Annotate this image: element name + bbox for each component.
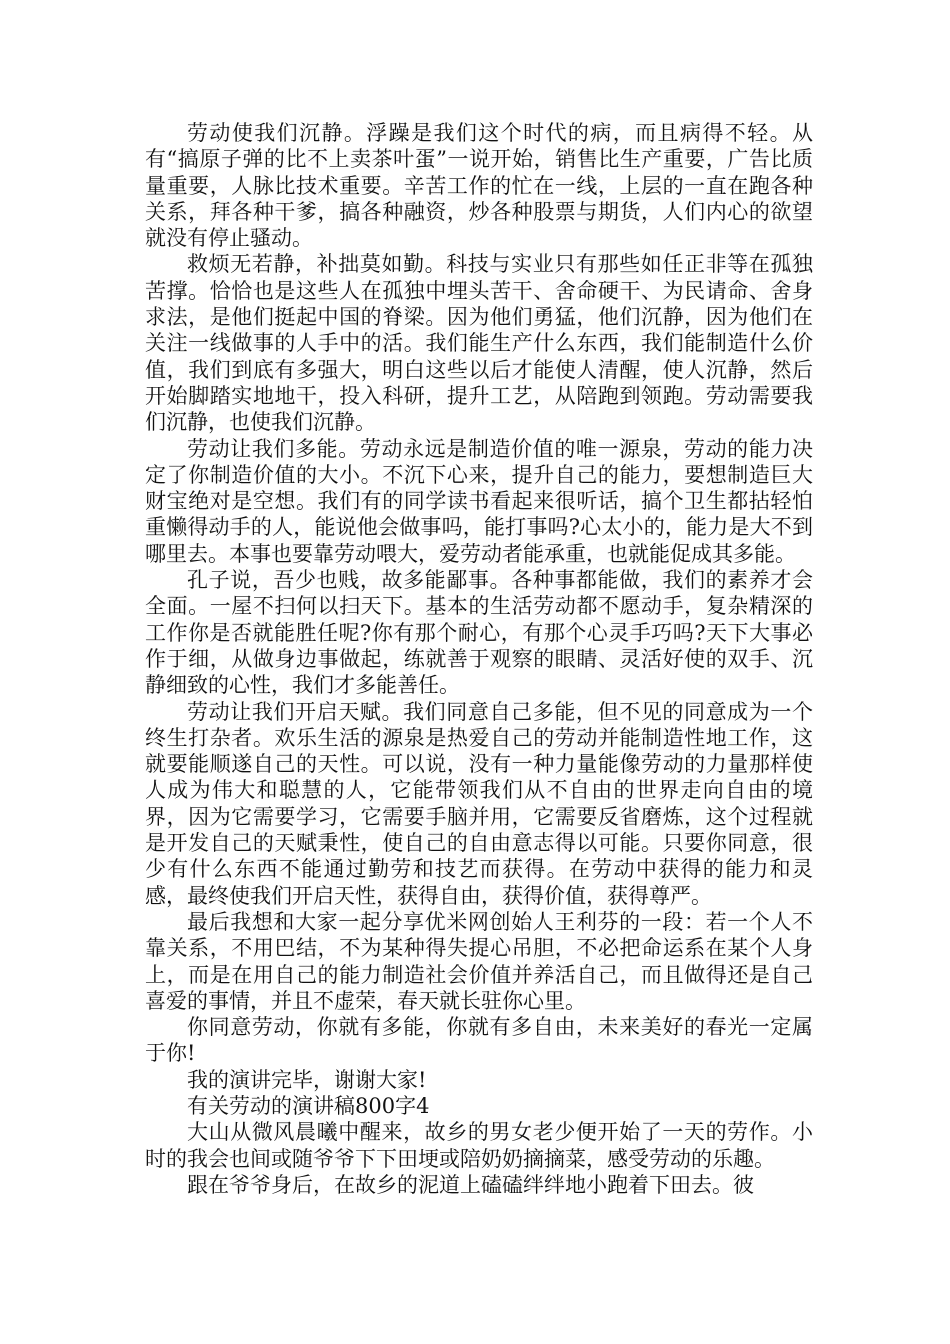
paragraph: 最后我想和大家一起分享优米网创始人王利芬的一段：若一个人不靠关系，不用巴结，不为某种得失提心吊胆，不必把命运系在某个人身上，而是在用自己的能力制造社会价值并养活自己，而且做得还是自己喜爱的事情，并且不虚荣，春天就长驻你心里。 [145, 909, 813, 1013]
paragraph: 劳动使我们沉静。浮躁是我们这个时代的病，而且病得不轻。从有“搞原子弹的比不上卖茶叶蛋”一说开始，销售比生产重要，广告比质量重要，人脉比技术重要。辛苦工作的忙在一线，上层的一直在跑各种关系，拜各种干爹，搞各种融资，炒各种股票与期货，人们内心的欲望就没有停止骚动。 [145, 121, 813, 251]
paragraph: 孔子说，吾少也贱，故多能鄙事。各种事都能做，我们的素养才会全面。一屋不扫何以扫天下。基本的生活劳动都不愿动手，复杂精深的工作你是否就能胜任呢?你有那个耐心，有那个心灵手巧吗?天下大事必作于细，从做身边事做起，练就善于观察的眼睛、灵活好使的双手、沉静细致的心性，我们才多能善任。 [145, 568, 813, 698]
paragraph: 我的演讲完毕，谢谢大家! [187, 1067, 427, 1092]
paragraph: 你同意劳动，你就有多能，你就有多自由，未来美好的春光一定属于你! [145, 1015, 813, 1066]
paragraph: 救烦无若静，补拙莫如勤。科技与实业只有那些如任正非等在孤独苦撑。恰恰也是这些人在孤独中埋头苦干、舍命硬干、为民请命、舍身求法，是他们挺起中国的脊梁。因为他们勇猛，他们沉静，因为他们在关注一线做事的人手中的活。我们能生产什么东西，我们能制造什么价值，我们到底有多强大，明白这些以后才能使人清醒，使人沉静，然后开始脚踏实地地干，投入科研，提升工艺，从陪跑到领跑。劳动需要我们沉静，也使我们沉静。 [145, 252, 813, 435]
section-title: 有关劳动的演讲稿800字4 [187, 1093, 430, 1118]
document-body [145, 120, 813, 1198]
paragraph: 劳动让我们开启天赋。我们同意自己多能，但不见的同意成为一个终生打杂者。欢乐生活的源泉是热爱自己的劳动并能制造性地工作，这就要能顺遂自己的天性。可以说，没有一种力量能像劳动的力量那样使人成为伟大和聪慧的人，它能带领我们从不自由的世界走向自由的境界，因为它需要学习，它需要手脑并用，它需要反省磨炼，这个过程就是开发自己的天赋秉性，使自己的自由意志得以可能。只要你同意，很少有什么东西不能通过勤劳和技艺而获得。在劳动中获得的能力和灵感，最终使我们开启天性，获得自由，获得价值，获得尊严。 [145, 699, 813, 908]
paragraph: 劳动让我们多能。劳动永远是制造价值的唯一源泉，劳动的能力决定了你制造价值的大小。不沉下心来，提升自己的能力，要想制造巨大财宝绝对是空想。我们有的同学读书看起来很听话，搞个卫生都拈轻怕重懒得动手的人，能说他会做事吗，能打事吗?心太小的，能力是大不到哪里去。本事也要靠劳动喂大，爱劳动者能承重，也就能促成其多能。 [145, 436, 813, 566]
paragraph: 大山从微风晨曦中醒来，故乡的男女老少便开始了一天的劳作。小时的我会也间或随爷爷下下田埂或陪奶奶摘摘菜，感受劳动的乐趣。 [145, 1120, 813, 1171]
paragraph: 跟在爷爷身后，在故乡的泥道上磕磕绊绊地小跑着下田去。彼 [187, 1172, 754, 1197]
